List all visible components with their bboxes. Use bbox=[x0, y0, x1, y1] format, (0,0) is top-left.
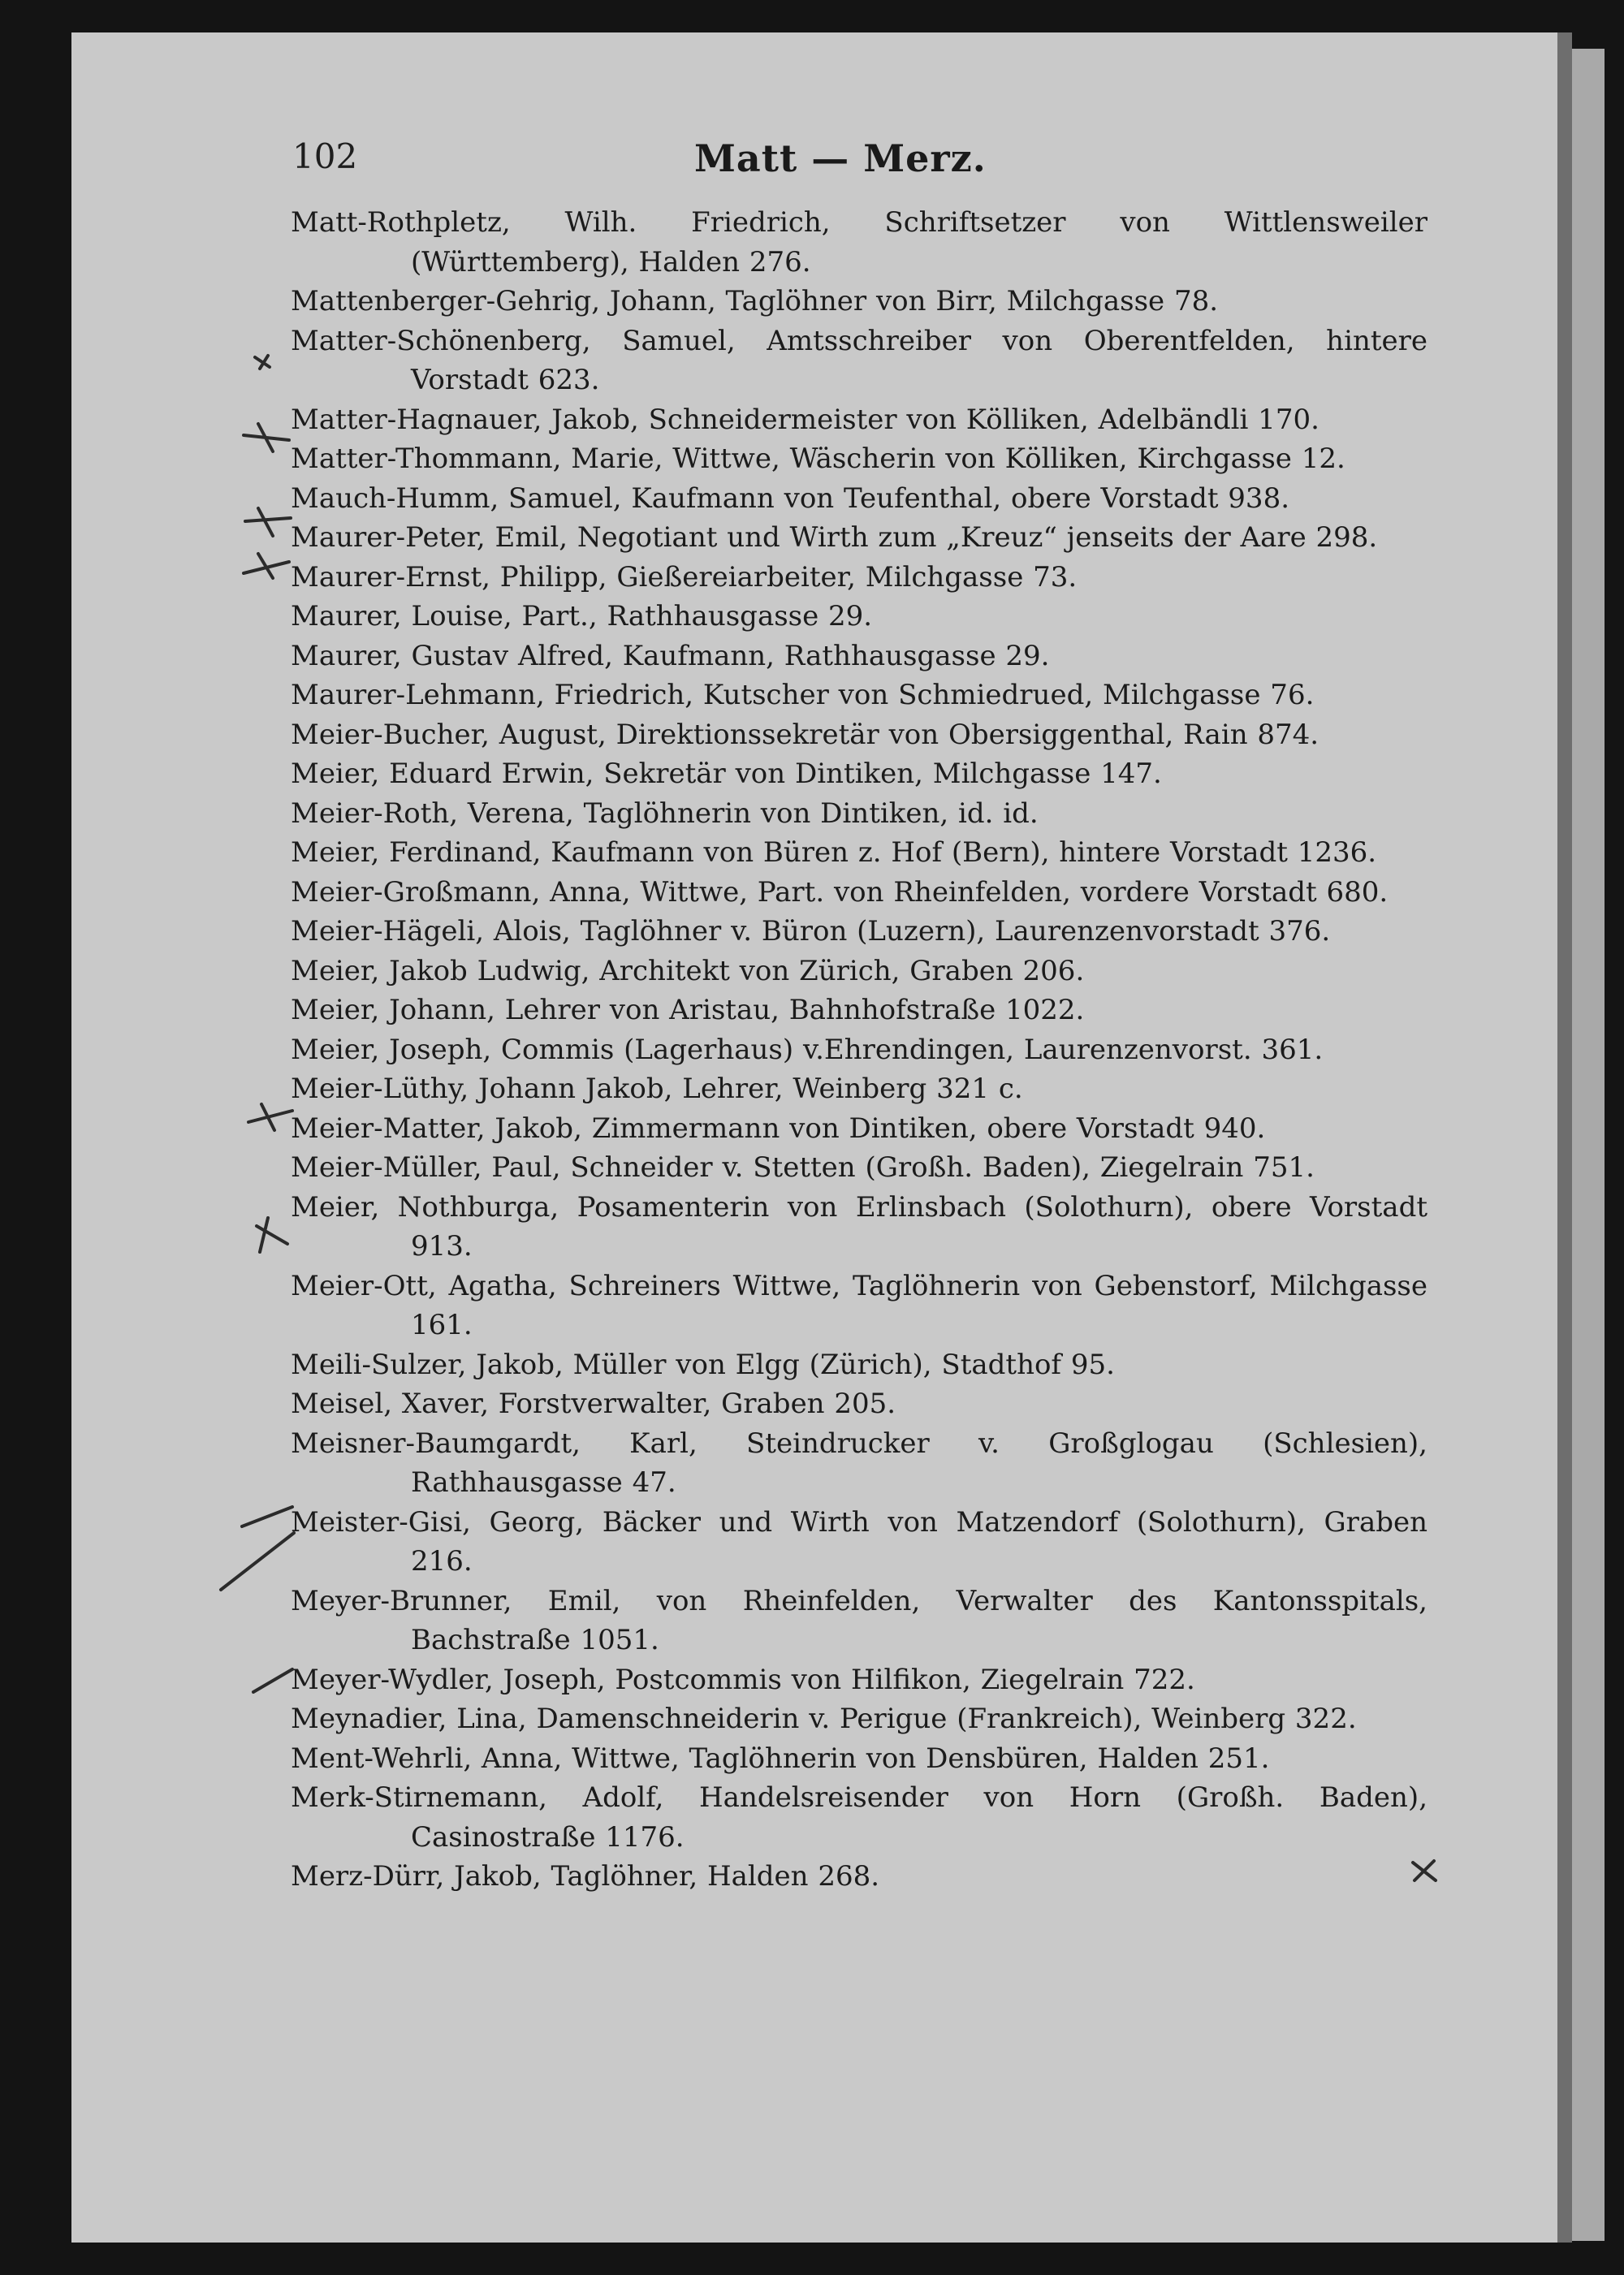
directory-entry: Matter-Hagnauer, Jakob, Schneidermeister von Kölliken, Adelbändli 170. bbox=[291, 403, 1320, 436]
directory-entry: Ment-Wehrli, Anna, Wittwe, Taglöhnerin von Densbüren, Halden 251. bbox=[291, 1742, 1270, 1775]
directory-entry: Meyer-Brunner, Emil, von Rheinfelden, Verwalter des Kantonsspitals, Bachstraße 1051. bbox=[291, 1584, 1427, 1656]
directory-entry: Maurer-Lehmann, Friedrich, Kutscher von Schmiedrued, Milchgasse 76. bbox=[291, 679, 1315, 711]
directory-entry: Merk-Stirnemann, Adolf, Handelsreisender von Horn (Großh. Baden), Casinostraße 1176. bbox=[291, 1781, 1427, 1854]
directory-entry: Meier-Großmann, Anna, Wittwe, Part. von Rheinfelden, vordere Vorstadt 680. bbox=[291, 875, 1389, 909]
directory-entry: Meier-Roth, Verena, Taglöhnerin von Dintiken, id. id. bbox=[291, 796, 1039, 830]
directory-entry: Meisner-Baumgardt, Karl, Steindrucker v. Großglogau (Schlesien), Rathhausgasse 47. bbox=[291, 1427, 1427, 1499]
page-number: 102 bbox=[292, 136, 358, 176]
next-page-edge bbox=[1572, 49, 1605, 2241]
directory-entry: Merz-Dürr, Jakob, Taglöhner, Halden 268. bbox=[291, 1860, 880, 1893]
directory-entry: Mattenberger-Gehrig, Johann, Taglöhner von Birr, Milchgasse 78. bbox=[291, 285, 1219, 317]
page-edge-shadow bbox=[1557, 32, 1572, 2243]
directory-entry: Meier-Hägeli, Alois, Taglöhner v. Büron (Luzern), Laurenzenvorstadt 376. bbox=[291, 915, 1331, 948]
directory-entry: Meier, Nothburga, Posamenterin von Erlinsbach (Solothurn), obere Vorstadt 913. bbox=[291, 1190, 1427, 1263]
directory-entry: Maurer-Ernst, Philipp, Gießereiarbeiter, Milchgasse 73. bbox=[291, 560, 1078, 594]
directory-entry: Meier, Johann, Lehrer von Aristau, Bahnhofstraße 1022. bbox=[291, 994, 1085, 1026]
directory-entry: Meier, Eduard Erwin, Sekretär von Dintiken, Milchgasse 147. bbox=[291, 758, 1162, 790]
directory-entry: Matter-Schönenberg, Samuel, Amtsschreiber von Oberentfelden, hintere Vorstadt 623. bbox=[291, 324, 1427, 396]
directory-entries bbox=[291, 203, 1427, 1897]
directory-entry: Meynadier, Lina, Damenschneiderin v. Perigue (Frankreich), Weinberg 322. bbox=[291, 1703, 1357, 1735]
directory-entry: Mauch-Humm, Samuel, Kaufmann von Teufenthal, obere Vorstadt 938. bbox=[291, 481, 1290, 515]
running-head: Matt — Merz. bbox=[694, 136, 987, 180]
directory-entry: Meier, Ferdinand, Kaufmann von Büren z. Hof (Bern), hintere Vorstadt 1236. bbox=[291, 836, 1377, 869]
directory-entry: Meier, Joseph, Commis (Lagerhaus) v.Ehrendingen, Laurenzenvorst. 361. bbox=[291, 1033, 1324, 1066]
directory-entry: Maurer-Peter, Emil, Negotiant und Wirth zum „Kreuz“ jenseits der Aare 298. bbox=[291, 521, 1378, 554]
directory-entry: Meyer-Wydler, Joseph, Postcommis von Hilfikon, Ziegelrain 722. bbox=[291, 1663, 1195, 1696]
page-header bbox=[292, 136, 1433, 182]
directory-entry: Meili-Sulzer, Jakob, Müller von Elgg (Zürich), Stadthof 95. bbox=[291, 1348, 1115, 1381]
directory-entry: Meier-Lüthy, Johann Jakob, Lehrer, Weinberg 321 c. bbox=[291, 1073, 1023, 1105]
directory-entry: Meier, Jakob Ludwig, Architekt von Zürich, Graben 206. bbox=[291, 954, 1085, 987]
directory-entry: Matter-Thommann, Marie, Wittwe, Wäscherin von Kölliken, Kirchgasse 12. bbox=[291, 442, 1345, 475]
directory-entry: Meier-Müller, Paul, Schneider v. Stetten (Großh. Baden), Ziegelrain 751. bbox=[291, 1151, 1315, 1184]
directory-entry: Meier-Bucher, August, Direktionssekretär von Obersiggenthal, Rain 874. bbox=[291, 718, 1320, 751]
directory-entry: Maurer, Gustav Alfred, Kaufmann, Rathhausgasse 29. bbox=[291, 639, 1050, 672]
directory-entry: Meister-Gisi, Georg, Bäcker und Wirth von Matzendorf (Solothurn), Graben 216. bbox=[291, 1505, 1427, 1578]
directory-entry: Meier-Matter, Jakob, Zimmermann von Dintiken, obere Vorstadt 940. bbox=[291, 1112, 1266, 1145]
directory-entry: Matt-Rothpletz, Wilh. Friedrich, Schriftsetzer von Wittlensweiler (Württemberg), Halden 276. bbox=[291, 206, 1427, 278]
directory-entry: Meisel, Xaver, Forstverwalter, Graben 205. bbox=[291, 1388, 896, 1420]
directory-entry: Meier-Ott, Agatha, Schreiners Wittwe, Taglöhnerin von Gebenstorf, Milchgasse 161. bbox=[291, 1269, 1427, 1341]
directory-entry: Maurer, Louise, Part., Rathhausgasse 29. bbox=[291, 600, 873, 632]
